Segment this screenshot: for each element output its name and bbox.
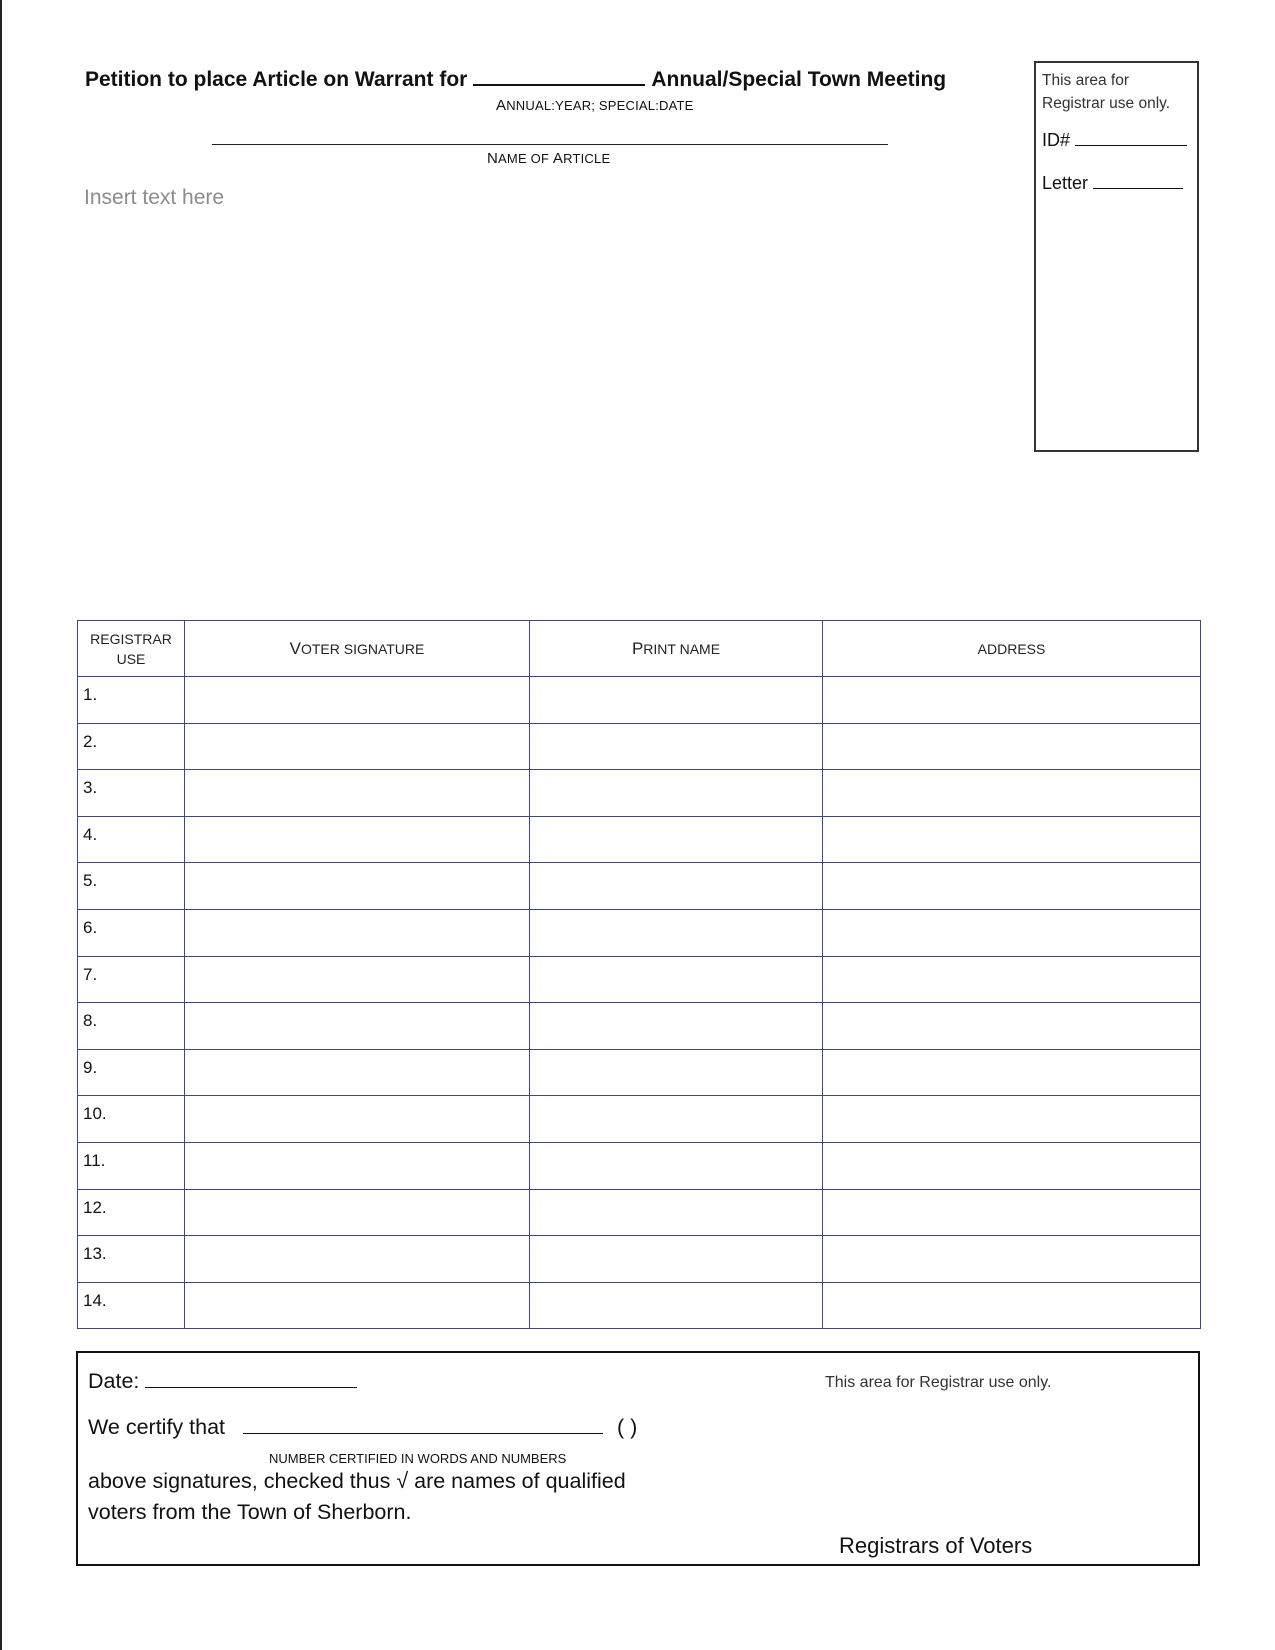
print-name-cell[interactable]	[530, 816, 823, 863]
col-address: ADDRESS	[823, 621, 1201, 677]
article-name-line[interactable]	[212, 144, 888, 145]
article-sublabel-ame: AME OF	[498, 151, 553, 166]
print-name-cell[interactable]	[530, 956, 823, 1003]
table-header-row	[78, 621, 1201, 677]
id-field[interactable]	[1042, 129, 1187, 151]
voter-signature-cell[interactable]	[185, 909, 530, 956]
voter-signature-cell[interactable]	[185, 770, 530, 817]
print-name-cell[interactable]	[530, 863, 823, 910]
voter-signature-cell[interactable]	[185, 723, 530, 770]
voter-signature-cell[interactable]	[185, 1003, 530, 1050]
number-certified-line[interactable]	[243, 1415, 603, 1434]
registrar-use-cell: 5.	[78, 863, 185, 910]
table-row	[78, 1236, 1201, 1283]
table-row	[78, 770, 1201, 817]
col-registrar-use: REGISTRAR USE	[78, 621, 185, 677]
table-row	[78, 1282, 1201, 1329]
article-sublabel-a: A	[552, 150, 564, 167]
letter-label: Letter	[1042, 173, 1089, 193]
meeting-sublabel-initial: A	[496, 97, 507, 114]
meeting-sublabel	[496, 97, 694, 114]
voter-signature-cell[interactable]	[185, 1282, 530, 1329]
table-row	[78, 723, 1201, 770]
registrar-use-cell: 9.	[78, 1049, 185, 1096]
print-name-cell[interactable]	[530, 1282, 823, 1329]
address-cell[interactable]	[823, 1003, 1201, 1050]
print-name-cell[interactable]	[530, 1096, 823, 1143]
title-part-2: Annual/Special Town Meeting	[651, 68, 947, 91]
table-row	[78, 1096, 1201, 1143]
table-row	[78, 909, 1201, 956]
col-voter-signature	[185, 621, 530, 677]
letter-field[interactable]	[1042, 172, 1183, 194]
page-left-border	[0, 0, 2, 1650]
date-field[interactable]	[88, 1369, 357, 1394]
certify-line-2: voters from the Town of Sherborn.	[88, 1500, 412, 1524]
registrar-use-cell: 4.	[78, 816, 185, 863]
address-cell[interactable]	[823, 1049, 1201, 1096]
registrar-use-cell: 14.	[78, 1282, 185, 1329]
address-cell[interactable]	[823, 677, 1201, 724]
registrar-use-cell: 3.	[78, 770, 185, 817]
address-cell[interactable]	[823, 909, 1201, 956]
article-sublabel-rticle: RTICLE	[563, 151, 611, 166]
article-sublabel-n: N	[487, 150, 499, 167]
table-row	[78, 863, 1201, 910]
table-row	[78, 1189, 1201, 1236]
table-row	[78, 677, 1201, 724]
signature-table	[77, 620, 1201, 1329]
print-name-cell[interactable]	[530, 770, 823, 817]
title-part-1: Petition to place Article on Warrant for	[85, 68, 468, 91]
print-name-cell[interactable]	[530, 1236, 823, 1283]
print-name-cell[interactable]	[530, 1189, 823, 1236]
registrar-use-cell: 6.	[78, 909, 185, 956]
certify-field[interactable]	[88, 1415, 637, 1440]
article-sublabel	[487, 150, 610, 167]
certification-box	[76, 1351, 1200, 1566]
address-cell[interactable]	[823, 770, 1201, 817]
col-voter-rest: OTER SIGNATURE	[300, 640, 425, 657]
letter-line[interactable]	[1093, 172, 1183, 189]
col-print-initial: P	[631, 638, 644, 658]
voter-signature-cell[interactable]	[185, 1049, 530, 1096]
voter-signature-cell[interactable]	[185, 1142, 530, 1189]
voter-signature-cell[interactable]	[185, 1096, 530, 1143]
voter-signature-cell[interactable]	[185, 816, 530, 863]
registrars-of-voters: Registrars of Voters	[839, 1533, 1033, 1558]
col-print-rest: RINT NAME	[643, 640, 721, 657]
registrar-box	[1034, 61, 1199, 452]
certify-label: We certify that	[88, 1415, 226, 1439]
address-cell[interactable]	[823, 1236, 1201, 1283]
meeting-year-blank[interactable]	[473, 66, 645, 86]
registrar-box-note: This area for Registrar use only.	[1042, 72, 1171, 112]
print-name-cell[interactable]	[530, 909, 823, 956]
print-name-cell[interactable]	[530, 1142, 823, 1189]
table-row	[78, 816, 1201, 863]
registrar-use-cell: 10.	[78, 1096, 185, 1143]
number-parens: ( )	[616, 1415, 638, 1439]
address-cell[interactable]	[823, 1096, 1201, 1143]
certify-line-1: above signatures, checked thus √ are names of qualified	[88, 1469, 626, 1493]
voter-signature-cell[interactable]	[185, 677, 530, 724]
address-cell[interactable]	[823, 723, 1201, 770]
print-name-cell[interactable]	[530, 1049, 823, 1096]
registrar-use-cell: 2.	[78, 723, 185, 770]
voter-signature-cell[interactable]	[185, 863, 530, 910]
address-cell[interactable]	[823, 1142, 1201, 1189]
voter-signature-cell[interactable]	[185, 1189, 530, 1236]
meeting-sublabel-rest: NNUAL:YEAR; SPECIAL:DATE	[506, 98, 694, 113]
registrar-use-cell: 1.	[78, 677, 185, 724]
id-line[interactable]	[1075, 129, 1187, 146]
print-name-cell[interactable]	[530, 677, 823, 724]
address-cell[interactable]	[823, 863, 1201, 910]
table-row	[78, 956, 1201, 1003]
col-voter-initial: V	[289, 638, 301, 658]
table-row	[78, 1142, 1201, 1189]
registrar-use-cell: 11.	[78, 1142, 185, 1189]
col-print-name	[530, 621, 823, 677]
voter-signature-cell[interactable]	[185, 956, 530, 1003]
address-cell[interactable]	[823, 816, 1201, 863]
id-label: ID#	[1042, 130, 1071, 150]
print-name-cell[interactable]	[530, 1003, 823, 1050]
petition-title	[85, 66, 946, 92]
registrar-use-cell: 13.	[78, 1236, 185, 1283]
voter-signature-cell[interactable]	[185, 1236, 530, 1283]
article-text-placeholder[interactable]: Insert text here	[84, 186, 225, 209]
registrar-use-cell: 12.	[78, 1189, 185, 1236]
date-line[interactable]	[145, 1369, 357, 1388]
table-row	[78, 1049, 1201, 1096]
date-label: Date:	[88, 1369, 140, 1393]
address-cell[interactable]	[823, 956, 1201, 1003]
registrar-use-note: This area for Registrar use only.	[825, 1374, 1052, 1391]
table-row	[78, 1003, 1201, 1050]
address-cell[interactable]	[823, 1282, 1201, 1329]
registrar-use-cell: 7.	[78, 956, 185, 1003]
print-name-cell[interactable]	[530, 723, 823, 770]
address-cell[interactable]	[823, 1189, 1201, 1236]
number-certified-sublabel: NUMBER CERTIFIED IN WORDS AND NUMBERS	[269, 1451, 567, 1466]
registrar-use-cell: 8.	[78, 1003, 185, 1050]
